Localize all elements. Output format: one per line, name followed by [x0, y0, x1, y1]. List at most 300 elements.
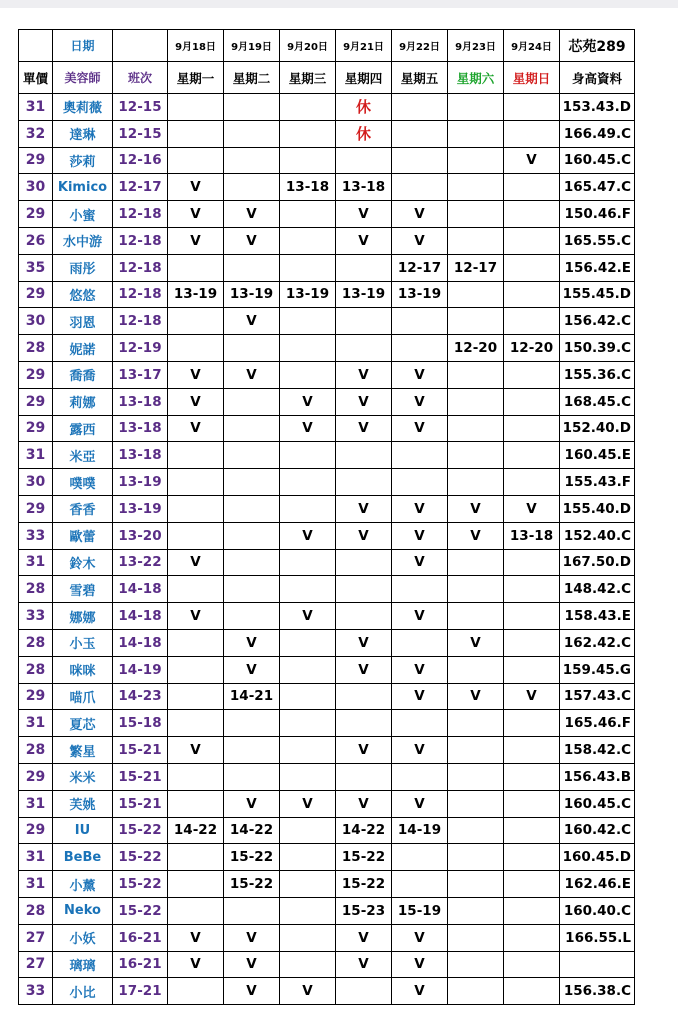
weekday-mon: 星期一	[168, 62, 224, 94]
table-row	[19, 656, 635, 683]
shift-cell: 14-18	[113, 576, 168, 603]
day-cell-thu: V	[336, 201, 392, 228]
day-cell-sun	[504, 951, 560, 978]
day-cell-tue: V	[224, 790, 280, 817]
unit-price-cell: 29	[19, 361, 53, 388]
unit-price-cell: 31	[19, 844, 53, 871]
day-cell-tue	[224, 710, 280, 737]
day-cell-sat	[448, 763, 504, 790]
day-cell-mon: V	[168, 737, 224, 764]
weekday-sat: 星期六	[448, 62, 504, 94]
stylist-name-cell: IU	[53, 817, 113, 844]
shift-cell: 15-18	[113, 710, 168, 737]
body-data-header: 身高資料	[560, 62, 635, 94]
day-cell-fri: 13-19	[392, 281, 448, 308]
day-cell-mon	[168, 683, 224, 710]
shift-cell: 15-21	[113, 763, 168, 790]
body-data-cell: 156.38.C	[560, 978, 635, 1005]
day-cell-wed	[280, 629, 336, 656]
table-row	[19, 817, 635, 844]
day-cell-sat	[448, 147, 504, 174]
day-cell-fri	[392, 629, 448, 656]
day-cell-mon	[168, 629, 224, 656]
day-cell-thu: 15-22	[336, 871, 392, 898]
day-cell-fri: V	[392, 603, 448, 630]
date-mon: 9月18日	[168, 30, 224, 62]
shift-cell: 13-19	[113, 495, 168, 522]
shift-cell: 14-19	[113, 656, 168, 683]
day-cell-sat	[448, 201, 504, 228]
day-cell-tue: 14-22	[224, 817, 280, 844]
day-cell-fri	[392, 308, 448, 335]
day-cell-sun	[504, 763, 560, 790]
day-cell-thu: V	[336, 227, 392, 254]
shift-cell: 15-22	[113, 844, 168, 871]
body-data-cell: 160.42.C	[560, 817, 635, 844]
day-cell-thu: V	[336, 629, 392, 656]
day-cell-wed	[280, 442, 336, 469]
shift-cell: 12-18	[113, 308, 168, 335]
stylist-name-cell: 小玉	[53, 629, 113, 656]
day-cell-tue: V	[224, 951, 280, 978]
day-cell-thu: V	[336, 924, 392, 951]
body-data-cell: 166.55.L	[560, 924, 635, 951]
shift-cell: 15-22	[113, 817, 168, 844]
stylist-header: 美容師	[53, 62, 113, 94]
day-cell-wed	[280, 495, 336, 522]
shift-cell: 17-21	[113, 978, 168, 1005]
day-cell-tue	[224, 94, 280, 121]
body-data-cell: 156.42.E	[560, 254, 635, 281]
day-cell-fri: 15-19	[392, 897, 448, 924]
day-cell-sun	[504, 790, 560, 817]
day-cell-tue	[224, 469, 280, 496]
day-cell-mon	[168, 710, 224, 737]
stylist-name-cell: 噗噗	[53, 469, 113, 496]
day-cell-tue: V	[224, 361, 280, 388]
stylist-name-cell: 繁星	[53, 737, 113, 764]
unit-price-cell: 29	[19, 763, 53, 790]
stylist-name-cell: 雪碧	[53, 576, 113, 603]
weekday-tue: 星期二	[224, 62, 280, 94]
day-cell-fri: V	[392, 415, 448, 442]
weekday-fri: 星期五	[392, 62, 448, 94]
unit-price-cell: 29	[19, 415, 53, 442]
day-cell-sat	[448, 469, 504, 496]
day-cell-tue	[224, 174, 280, 201]
day-cell-tue: 15-22	[224, 844, 280, 871]
unit-price-cell: 29	[19, 817, 53, 844]
body-data-cell: 152.40.C	[560, 522, 635, 549]
day-cell-wed	[280, 844, 336, 871]
day-cell-sun	[504, 254, 560, 281]
unit-price-cell: 28	[19, 576, 53, 603]
day-cell-wed	[280, 924, 336, 951]
day-cell-sun	[504, 656, 560, 683]
day-cell-sun	[504, 388, 560, 415]
day-cell-mon	[168, 844, 224, 871]
day-cell-sat	[448, 415, 504, 442]
day-cell-mon	[168, 120, 224, 147]
table-row	[19, 790, 635, 817]
day-cell-fri: V	[392, 227, 448, 254]
day-cell-tue	[224, 335, 280, 362]
stylist-name-cell: 水中游	[53, 227, 113, 254]
stylist-name-cell: 米亞	[53, 442, 113, 469]
stylist-name-cell: 璃璃	[53, 951, 113, 978]
day-cell-wed: V	[280, 978, 336, 1005]
day-cell-wed	[280, 871, 336, 898]
day-cell-fri	[392, 844, 448, 871]
body-data-cell: 160.45.D	[560, 844, 635, 871]
stylist-name-cell: 悠悠	[53, 281, 113, 308]
day-cell-tue	[224, 522, 280, 549]
day-cell-mon: V	[168, 201, 224, 228]
day-cell-sun	[504, 281, 560, 308]
date-thu: 9月21日	[336, 30, 392, 62]
day-cell-sat	[448, 710, 504, 737]
day-cell-sat	[448, 227, 504, 254]
header-row-labels	[19, 62, 635, 94]
day-cell-thu: V	[336, 495, 392, 522]
day-cell-sun	[504, 415, 560, 442]
shift-cell: 12-16	[113, 147, 168, 174]
table-row	[19, 469, 635, 496]
day-cell-thu: V	[336, 388, 392, 415]
day-cell-thu: V	[336, 790, 392, 817]
unit-price-cell: 26	[19, 227, 53, 254]
shift-cell: 14-18	[113, 603, 168, 630]
day-cell-tue	[224, 495, 280, 522]
day-cell-sun	[504, 94, 560, 121]
day-cell-thu	[336, 576, 392, 603]
day-cell-sun: V	[504, 147, 560, 174]
day-cell-wed	[280, 254, 336, 281]
day-cell-sat	[448, 120, 504, 147]
day-cell-mon: V	[168, 415, 224, 442]
table-row	[19, 147, 635, 174]
day-cell-sat	[448, 549, 504, 576]
day-cell-wed: 13-18	[280, 174, 336, 201]
stylist-name-cell: 喵爪	[53, 683, 113, 710]
day-cell-wed	[280, 335, 336, 362]
day-cell-wed	[280, 120, 336, 147]
shift-cell: 12-17	[113, 174, 168, 201]
day-cell-thu: 14-22	[336, 817, 392, 844]
body-data-cell: 150.39.C	[560, 335, 635, 362]
table-row	[19, 978, 635, 1005]
day-cell-thu	[336, 683, 392, 710]
day-cell-sat	[448, 871, 504, 898]
day-cell-fri: V	[392, 361, 448, 388]
day-cell-sat	[448, 281, 504, 308]
day-cell-mon: V	[168, 227, 224, 254]
day-cell-tue: 13-19	[224, 281, 280, 308]
shift-cell: 12-18	[113, 281, 168, 308]
day-cell-thu: 休	[336, 94, 392, 121]
day-cell-wed: V	[280, 790, 336, 817]
day-cell-thu	[336, 978, 392, 1005]
stylist-name-cell: 小蜜	[53, 201, 113, 228]
top-bar	[0, 0, 678, 8]
unit-price-cell: 31	[19, 549, 53, 576]
body-data-cell: 160.45.C	[560, 790, 635, 817]
day-cell-wed	[280, 817, 336, 844]
day-cell-sat	[448, 388, 504, 415]
day-cell-sun	[504, 469, 560, 496]
weekday-sun: 星期日	[504, 62, 560, 94]
table-row	[19, 495, 635, 522]
stylist-name-cell: 妮諾	[53, 335, 113, 362]
day-cell-tue	[224, 442, 280, 469]
shift-cell: 15-22	[113, 871, 168, 898]
stylist-name-cell: 莉娜	[53, 388, 113, 415]
unit-price-cell: 28	[19, 897, 53, 924]
unit-price-cell: 33	[19, 978, 53, 1005]
day-cell-wed	[280, 361, 336, 388]
stylist-name-cell: 小薰	[53, 871, 113, 898]
shift-cell: 13-19	[113, 469, 168, 496]
day-cell-mon	[168, 147, 224, 174]
body-data-cell: 159.45.G	[560, 656, 635, 683]
shift-cell: 12-18	[113, 201, 168, 228]
day-cell-fri	[392, 871, 448, 898]
day-cell-thu: 15-22	[336, 844, 392, 871]
day-cell-wed	[280, 951, 336, 978]
day-cell-sat	[448, 790, 504, 817]
day-cell-fri: V	[392, 737, 448, 764]
day-cell-sun	[504, 603, 560, 630]
day-cell-sat	[448, 737, 504, 764]
day-cell-thu	[336, 442, 392, 469]
day-cell-mon: V	[168, 951, 224, 978]
day-cell-sat	[448, 603, 504, 630]
unit-price-cell: 27	[19, 924, 53, 951]
table-row	[19, 629, 635, 656]
day-cell-sat	[448, 844, 504, 871]
body-data-cell: 155.36.C	[560, 361, 635, 388]
stylist-name-cell: Neko	[53, 897, 113, 924]
shift-cell: 15-21	[113, 790, 168, 817]
day-cell-mon: V	[168, 361, 224, 388]
unit-price-cell: 29	[19, 495, 53, 522]
shift-cell: 12-19	[113, 335, 168, 362]
table-row	[19, 442, 635, 469]
table-row	[19, 549, 635, 576]
table-row	[19, 683, 635, 710]
day-cell-mon: V	[168, 924, 224, 951]
shift-cell: 13-18	[113, 442, 168, 469]
day-cell-sun	[504, 629, 560, 656]
unit-price-header: 單價	[19, 62, 53, 94]
day-cell-tue: V	[224, 201, 280, 228]
day-cell-wed	[280, 763, 336, 790]
day-cell-fri: V	[392, 656, 448, 683]
unit-price-cell: 30	[19, 308, 53, 335]
day-cell-mon: V	[168, 388, 224, 415]
shift-header: 班次	[113, 62, 168, 94]
day-cell-tue	[224, 254, 280, 281]
table-row	[19, 94, 635, 121]
day-cell-fri: V	[392, 549, 448, 576]
shift-cell: 12-15	[113, 94, 168, 121]
day-cell-mon	[168, 254, 224, 281]
day-cell-fri	[392, 763, 448, 790]
day-cell-sun: V	[504, 495, 560, 522]
day-cell-mon	[168, 308, 224, 335]
day-cell-thu: 休	[336, 120, 392, 147]
day-cell-thu: V	[336, 415, 392, 442]
shift-cell: 13-17	[113, 361, 168, 388]
day-cell-wed	[280, 94, 336, 121]
shop-code: 芯苑289	[560, 30, 635, 62]
table-row	[19, 897, 635, 924]
day-cell-sat	[448, 897, 504, 924]
day-cell-thu	[336, 254, 392, 281]
body-data-cell	[560, 951, 635, 978]
day-cell-fri	[392, 120, 448, 147]
table-row	[19, 737, 635, 764]
day-cell-sat	[448, 656, 504, 683]
unit-price-cell: 31	[19, 442, 53, 469]
day-cell-tue: V	[224, 629, 280, 656]
table-row	[19, 388, 635, 415]
day-cell-wed	[280, 549, 336, 576]
body-data-cell: 152.40.D	[560, 415, 635, 442]
table-row	[19, 254, 635, 281]
day-cell-wed: V	[280, 388, 336, 415]
day-cell-sun	[504, 549, 560, 576]
unit-price-cell: 31	[19, 871, 53, 898]
body-data-cell: 150.46.F	[560, 201, 635, 228]
day-cell-tue	[224, 415, 280, 442]
table-row	[19, 576, 635, 603]
day-cell-fri	[392, 335, 448, 362]
table-row	[19, 924, 635, 951]
shift-cell: 14-18	[113, 629, 168, 656]
day-cell-fri: V	[392, 790, 448, 817]
day-cell-fri	[392, 174, 448, 201]
day-cell-mon: 14-22	[168, 817, 224, 844]
day-cell-fri: 14-19	[392, 817, 448, 844]
header-empty-cell	[113, 30, 168, 62]
table-row	[19, 227, 635, 254]
header-row-dates	[19, 30, 635, 62]
table-row	[19, 335, 635, 362]
table-row	[19, 763, 635, 790]
day-cell-thu	[336, 308, 392, 335]
date-tue: 9月19日	[224, 30, 280, 62]
day-cell-wed	[280, 683, 336, 710]
stylist-name-cell: 小比	[53, 978, 113, 1005]
day-cell-thu	[336, 147, 392, 174]
weekday-thu: 星期四	[336, 62, 392, 94]
day-cell-sun: V	[504, 683, 560, 710]
stylist-name-cell: 香香	[53, 495, 113, 522]
body-data-cell: 162.42.C	[560, 629, 635, 656]
day-cell-mon	[168, 790, 224, 817]
body-data-cell: 168.45.C	[560, 388, 635, 415]
day-cell-sun	[504, 308, 560, 335]
shift-cell: 13-20	[113, 522, 168, 549]
table-row	[19, 201, 635, 228]
day-cell-tue: 14-21	[224, 683, 280, 710]
stylist-name-cell: Kimico	[53, 174, 113, 201]
day-cell-sun	[504, 897, 560, 924]
day-cell-tue: V	[224, 227, 280, 254]
shift-cell: 14-23	[113, 683, 168, 710]
unit-price-cell: 27	[19, 951, 53, 978]
day-cell-sat	[448, 94, 504, 121]
day-cell-fri: V	[392, 951, 448, 978]
day-cell-sat	[448, 924, 504, 951]
stylist-name-cell: 娜娜	[53, 603, 113, 630]
table-row	[19, 120, 635, 147]
day-cell-sat: V	[448, 522, 504, 549]
unit-price-cell: 33	[19, 522, 53, 549]
day-cell-sun	[504, 576, 560, 603]
day-cell-fri: V	[392, 683, 448, 710]
day-cell-sun: 12-20	[504, 335, 560, 362]
day-cell-thu: V	[336, 951, 392, 978]
day-cell-thu	[336, 469, 392, 496]
unit-price-cell: 28	[19, 737, 53, 764]
day-cell-fri: V	[392, 522, 448, 549]
date-label: 日期	[53, 30, 113, 62]
day-cell-sun	[504, 737, 560, 764]
day-cell-wed	[280, 710, 336, 737]
day-cell-fri: V	[392, 924, 448, 951]
table-row	[19, 174, 635, 201]
body-data-cell: 155.40.D	[560, 495, 635, 522]
day-cell-thu: V	[336, 361, 392, 388]
day-cell-thu: 13-19	[336, 281, 392, 308]
shift-cell: 16-21	[113, 951, 168, 978]
body-data-cell: 160.45.C	[560, 147, 635, 174]
body-data-cell: 165.46.F	[560, 710, 635, 737]
day-cell-sun: 13-18	[504, 522, 560, 549]
day-cell-sun	[504, 442, 560, 469]
stylist-name-cell: 歐蕾	[53, 522, 113, 549]
day-cell-tue: V	[224, 308, 280, 335]
day-cell-tue	[224, 737, 280, 764]
day-cell-mon: V	[168, 603, 224, 630]
day-cell-mon	[168, 763, 224, 790]
unit-price-cell: 28	[19, 335, 53, 362]
day-cell-wed	[280, 147, 336, 174]
unit-price-cell: 28	[19, 629, 53, 656]
stylist-name-cell: 喬喬	[53, 361, 113, 388]
day-cell-sat: V	[448, 629, 504, 656]
table-row	[19, 308, 635, 335]
day-cell-tue	[224, 763, 280, 790]
day-cell-thu: V	[336, 656, 392, 683]
day-cell-mon	[168, 978, 224, 1005]
stylist-name-cell: 雨彤	[53, 254, 113, 281]
unit-price-cell: 32	[19, 120, 53, 147]
unit-price-cell: 33	[19, 603, 53, 630]
body-data-cell: 158.43.E	[560, 603, 635, 630]
day-cell-fri	[392, 442, 448, 469]
day-cell-sun	[504, 844, 560, 871]
day-cell-mon	[168, 576, 224, 603]
unit-price-cell: 31	[19, 710, 53, 737]
day-cell-thu	[336, 335, 392, 362]
body-data-cell: 155.43.F	[560, 469, 635, 496]
day-cell-mon	[168, 469, 224, 496]
day-cell-wed	[280, 737, 336, 764]
day-cell-sun	[504, 201, 560, 228]
